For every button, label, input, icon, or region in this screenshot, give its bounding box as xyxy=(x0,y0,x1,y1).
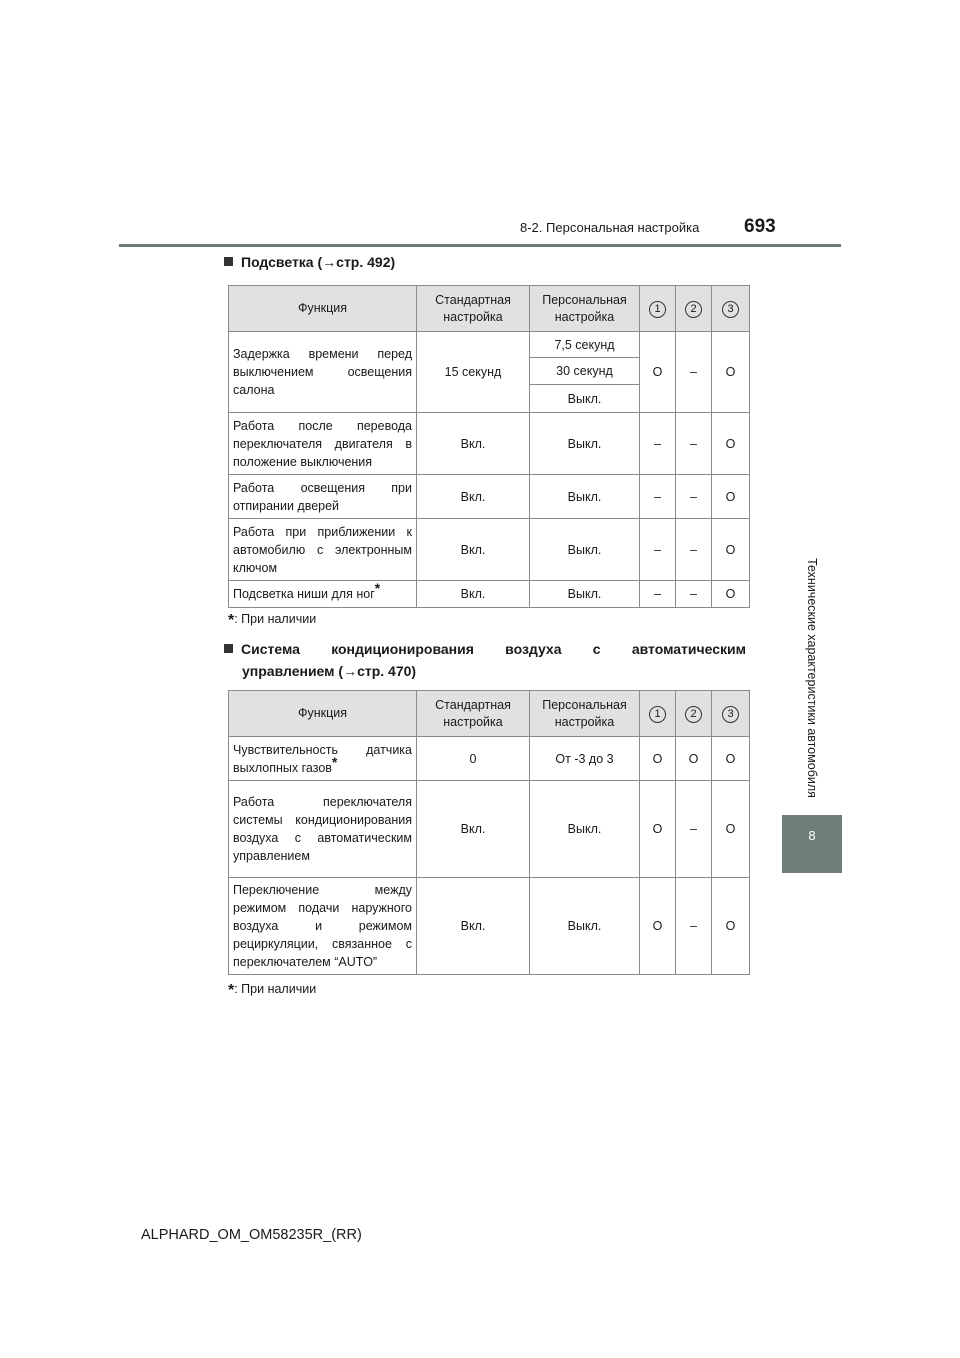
header-rule xyxy=(119,244,841,247)
col-2 xyxy=(676,691,712,737)
table-cell-c2: – xyxy=(676,878,712,975)
table-cell-default: 0 xyxy=(417,737,530,781)
page-number: 693 xyxy=(744,216,776,237)
footnote-star: * xyxy=(374,579,381,596)
circled-3-icon: 3 xyxy=(722,301,739,318)
table-cell-default: Вкл. xyxy=(417,413,530,475)
bullet-square-icon xyxy=(224,644,233,653)
table-row xyxy=(229,475,750,519)
function-text: Подсветка ниши для ног xyxy=(233,587,375,601)
section2-title-line1 xyxy=(224,638,746,660)
col-2 xyxy=(676,286,712,332)
table-cell-default: Вкл. xyxy=(417,475,530,519)
circled-2-icon: 2 xyxy=(685,301,702,318)
table-cell-personal: Выкл. xyxy=(530,413,640,475)
circled-1-icon: 1 xyxy=(649,706,666,723)
circled-2-icon: 2 xyxy=(685,706,702,723)
table-cell-c3: O xyxy=(712,475,750,519)
col-personal: Персональная настройка xyxy=(530,286,640,332)
table-row xyxy=(229,878,750,975)
circled-1-icon: 1 xyxy=(649,301,666,318)
table-cell-c2: – xyxy=(676,519,712,581)
table-cell-function: Работа переключателя системы кондиционирования воздуха с автоматическим управлением xyxy=(229,781,417,878)
table-cell-personal: 7,5 секунд xyxy=(530,332,640,358)
footnote xyxy=(228,612,316,630)
section2-ref: стр. 470) xyxy=(357,663,417,679)
section1-heading xyxy=(224,254,395,270)
footnote-star: * xyxy=(228,982,235,999)
section2-title-word: автоматическим xyxy=(631,641,746,657)
col-3 xyxy=(712,286,750,332)
table-row xyxy=(229,781,750,878)
footnote-text: : При наличии xyxy=(234,982,317,996)
table-cell-c1: O xyxy=(640,781,676,878)
col-personal: Персональная настройка xyxy=(530,691,640,737)
title-text: управлением ( xyxy=(242,663,344,679)
table-cell-default: Вкл. xyxy=(417,519,530,581)
table-cell-function xyxy=(229,581,417,608)
col-function: Функция xyxy=(229,286,417,332)
section2-title-word xyxy=(224,638,300,660)
table-cell-c2: – xyxy=(676,413,712,475)
chapter-title: Технические характеристики автомобиля xyxy=(805,558,819,798)
table-row xyxy=(229,519,750,581)
title-word: Система xyxy=(241,641,300,657)
section2-title-word: с xyxy=(592,641,601,657)
table-cell-default: 15 секунд xyxy=(417,332,530,413)
section2-title-word: кондиционирования xyxy=(331,641,474,657)
document-code: ALPHARD_OM_OM58235R_(RR) xyxy=(141,1227,362,1243)
table-cell-function: Работа освещения при отпирании дверей xyxy=(229,475,417,519)
function-text: Чувствительность датчика выхлопных газов xyxy=(233,742,412,775)
circled-3-icon: 3 xyxy=(722,706,739,723)
lighting-table xyxy=(228,285,750,608)
section1-title: Подсветка ( xyxy=(241,254,323,270)
table-cell-personal: Выкл. xyxy=(530,519,640,581)
chapter-tab xyxy=(782,815,842,873)
table-cell-c2: – xyxy=(676,475,712,519)
col-1 xyxy=(640,691,676,737)
table-cell-function: Работа после перевода переключателя двигателя в положение выключения xyxy=(229,413,417,475)
section1-ref: стр. 492) xyxy=(336,254,396,270)
table-cell-default: Вкл. xyxy=(417,878,530,975)
table-cell-c3: O xyxy=(712,332,750,413)
arrow-right-icon: → xyxy=(343,663,358,679)
table-cell-c1: O xyxy=(640,737,676,781)
table-cell-function xyxy=(229,737,417,781)
table-cell-c3: O xyxy=(712,581,750,608)
table-cell-c2: O xyxy=(676,737,712,781)
table-cell-c1: – xyxy=(640,519,676,581)
table-cell-c2: – xyxy=(676,581,712,608)
table-cell-personal: От -3 до 3 xyxy=(530,737,640,781)
arrow-right-icon: → xyxy=(322,254,337,270)
table-cell-c3: O xyxy=(712,781,750,878)
section2-heading xyxy=(224,638,746,682)
table-cell-default: Вкл. xyxy=(417,581,530,608)
col-1 xyxy=(640,286,676,332)
table-cell-c1: – xyxy=(640,413,676,475)
table-cell-personal: Выкл. xyxy=(530,878,640,975)
table-cell-personal: 30 секунд xyxy=(530,358,640,385)
col-default: Стандартная настройка xyxy=(417,691,530,737)
table-cell-personal: Выкл. xyxy=(530,781,640,878)
table-row xyxy=(229,737,750,781)
table-cell-function: Задержка времени перед выключением освещения салона xyxy=(229,332,417,413)
footnote xyxy=(228,982,316,1000)
col-default: Стандартная настройка xyxy=(417,286,530,332)
table-cell-personal: Выкл. xyxy=(530,581,640,608)
section2-title-line2 xyxy=(224,660,746,682)
section-title: 8-2. Персональная настройка xyxy=(520,220,700,235)
table-cell-function: Переключение между режимом подачи наружного воздуха и режимом рециркуляции, связанное с переключателем “AUTO” xyxy=(229,878,417,975)
table-cell-c1: O xyxy=(640,332,676,413)
table-cell-c3: O xyxy=(712,519,750,581)
table-cell-function: Работа при приближении к автомобилю с электронным ключом xyxy=(229,519,417,581)
footnote-star: * xyxy=(331,753,338,770)
section2-title-word: воздуха xyxy=(505,641,562,657)
footnote-text: : При наличии xyxy=(234,612,317,626)
climate-table xyxy=(228,690,750,975)
table-row xyxy=(229,581,750,608)
table-cell-personal: Выкл. xyxy=(530,385,640,413)
table-cell-c2: – xyxy=(676,781,712,878)
col-function: Функция xyxy=(229,691,417,737)
table-cell-c1: O xyxy=(640,878,676,975)
table-cell-default: Вкл. xyxy=(417,781,530,878)
table-cell-personal: Выкл. xyxy=(530,475,640,519)
bullet-square-icon xyxy=(224,257,233,266)
table-cell-c3: O xyxy=(712,413,750,475)
table-cell-c2: – xyxy=(676,332,712,413)
table-cell-c1: – xyxy=(640,581,676,608)
col-3 xyxy=(712,691,750,737)
table-cell-c3: O xyxy=(712,878,750,975)
table-row xyxy=(229,413,750,475)
table-cell-c1: – xyxy=(640,475,676,519)
footnote-star: * xyxy=(228,612,235,629)
chapter-number: 8 xyxy=(808,828,816,843)
table-cell-c3: O xyxy=(712,737,750,781)
